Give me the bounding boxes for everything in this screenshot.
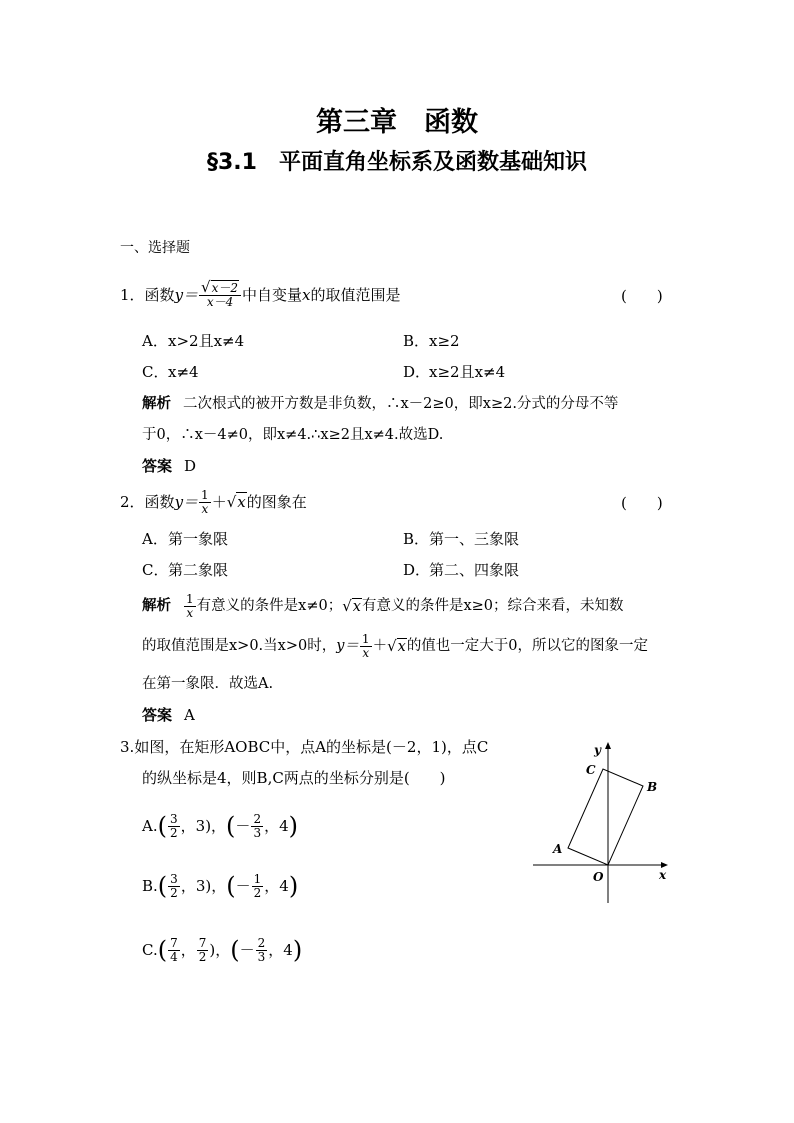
q3-option-b: B. ( $\frac{3}{2}$ ， 3 )， ( － $\frac{1}{2}$ ， 4 ): [142, 871, 299, 900]
q1-analysis-line1: 解析 二次根式的被开方数是非负数，∴x－2≥0，即x≥2.分式的分母不等: [142, 396, 619, 412]
question-2: [120, 484, 307, 520]
q3-option-a: A. ( $\frac{3}{2}$ ， 3 )， ( － $\frac{2}{3}$ ， 4 ): [142, 811, 299, 840]
part-title: 一、选择题: [120, 240, 190, 256]
q1-analysis-line2: 于0，∴x－4≠0，即x≠4.∴x≥2且x≠4.故选D.: [142, 427, 444, 443]
q2-option-c: C．第二象限: [142, 561, 229, 579]
q3-line1: 3.如图，在矩形AOBC中，点A的坐标是(－2，1)，点C: [120, 738, 489, 756]
q2-y-eq: y＝: [174, 493, 199, 511]
q1-option-d: D．x≥2且x≠4: [403, 363, 506, 381]
q2-answer: 答案 A: [142, 706, 195, 724]
q1-denominator: x－4: [206, 295, 234, 309]
q1-option-b: B．x≥2: [403, 332, 460, 350]
q1-text-pre: 函数: [144, 286, 175, 304]
q1-numerator: √x－2: [199, 281, 241, 296]
q3-line2: 的纵坐标是4，则B,C两点的坐标分别是( ): [142, 769, 446, 787]
q2-text-post: 的图象在: [246, 493, 307, 511]
q2-analysis-line1: 解析 $\frac{1}{x}$ 有意义的条件是x≠0； √x 有意义的条件是x≥0；综合来看，未知数: [142, 591, 624, 620]
q2-analysis-line2: 的取值范围是x>0.当x>0时， y＝ $\frac{1}{x}$ ＋ √x 的值也一定大于0，所以它的图象一定: [142, 631, 649, 660]
label-a: A: [553, 842, 563, 856]
q2-number: 2．: [120, 493, 145, 511]
q1-option-a: A．x>2且x≠4: [142, 332, 245, 350]
label-x: x: [659, 868, 667, 882]
q1-y-eq: y＝: [174, 286, 199, 304]
label-c: C: [586, 763, 596, 777]
question-1: [120, 277, 401, 313]
q1-answer: 答案 D: [142, 457, 197, 475]
q2-paren: ( ): [621, 494, 663, 512]
q1-option-c: C．x≠4: [142, 363, 199, 381]
q1-text-post2: 的取值范围是: [310, 286, 401, 304]
q2-option-d: D．第二、四象限: [403, 561, 520, 579]
q2-analysis-line3: 在第一象限．故选A.: [142, 676, 274, 692]
q3-option-c: C. ( $\frac{7}{4}$ ， $\frac{7}{2}$ )， ( － $\frac{2}{3}$ ， 4 ): [142, 935, 303, 964]
q2-sqrt: √x: [226, 493, 246, 511]
chapter-title: 第三章 函数: [316, 107, 478, 138]
label-y: y: [594, 743, 601, 757]
label-o: O: [593, 870, 604, 884]
q1-paren: ( ): [621, 287, 663, 305]
q1-number: 1．: [120, 286, 145, 304]
q2-option-a: A．第一象限: [142, 530, 229, 548]
q2-option-b: B．第一、三象限: [403, 530, 520, 548]
q2-plus: ＋: [211, 493, 227, 511]
q1-var: x: [302, 286, 311, 304]
q2-fraction: $\frac{1}{x}$: [201, 487, 209, 516]
section-title: §3.1 平面直角坐标系及函数基础知识: [207, 150, 587, 175]
rectangle-aobc: [568, 769, 643, 865]
q1-fraction: [199, 278, 241, 309]
y-axis-arrow: [605, 742, 611, 749]
label-b: B: [647, 780, 658, 794]
q1-text-post: 中自变量: [242, 286, 303, 304]
q3-figure: [530, 735, 680, 910]
q2-text-pre: 函数: [144, 493, 175, 511]
